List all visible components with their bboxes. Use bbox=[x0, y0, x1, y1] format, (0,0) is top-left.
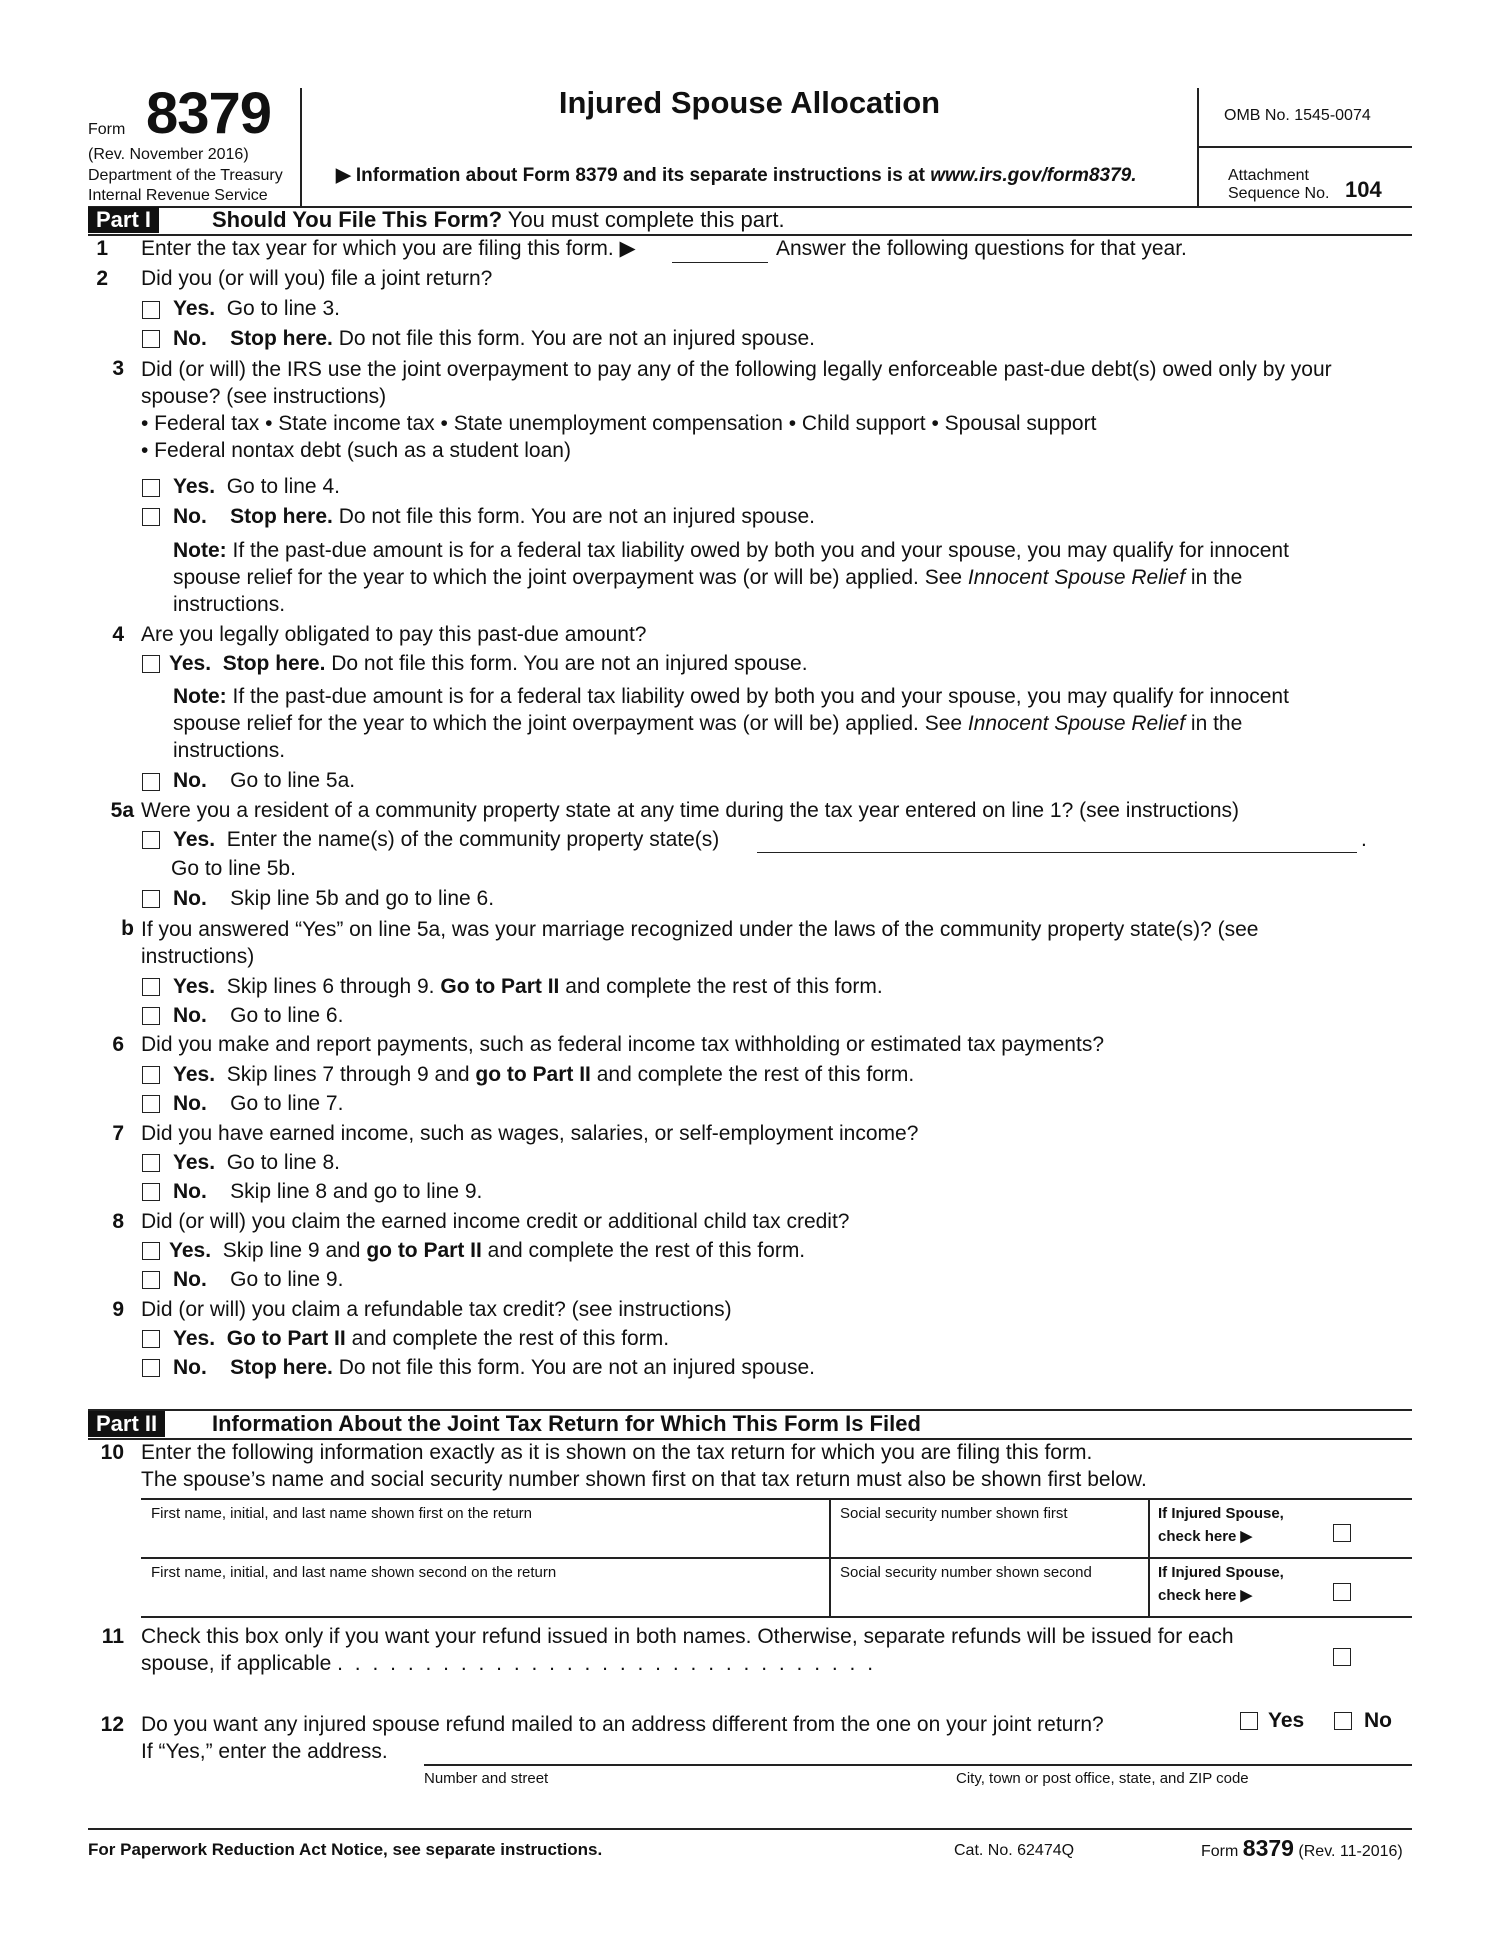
line-5a-text: Were you a resident of a community property state at any time during the tax year entered on line 1? (see instructions) bbox=[141, 799, 1240, 822]
line-3-bullets-1: • Federal tax • State income tax • State unemployment compensation • Child support • Spousal support bbox=[141, 412, 1097, 435]
line-3-yes bbox=[173, 474, 340, 500]
line-10-number: 10 bbox=[100, 1441, 124, 1464]
line-9-yes bbox=[173, 1326, 669, 1352]
line-8-yes-text: Skip line 9 and bbox=[222, 1239, 367, 1262]
line-6-text: Did you make and report payments, such as federal income tax withholding or estimated tax payments? bbox=[141, 1033, 1104, 1056]
stop-label: Stop here. bbox=[230, 327, 333, 350]
part-2-title: Information About the Joint Tax Return for Which This Form Is Filed bbox=[212, 1411, 921, 1436]
first-name-input[interactable] bbox=[145, 1526, 825, 1554]
yes-label: Yes. bbox=[173, 975, 216, 998]
line-8-no bbox=[173, 1267, 343, 1293]
line-4-no-checkbox[interactable] bbox=[142, 773, 160, 791]
agency: Internal Revenue Service bbox=[88, 187, 268, 204]
part-1-title-rest: You must complete this part. bbox=[502, 207, 785, 232]
not-injured-text: Do not file this form. You are not an injured spouse. bbox=[325, 652, 808, 675]
line-10-text-1: Enter the following information exactly as it is shown on the tax return for which you are filing this form. bbox=[141, 1441, 1093, 1464]
line-2-no bbox=[173, 326, 815, 352]
line-6-yes-checkbox[interactable] bbox=[142, 1066, 160, 1084]
table-col-divider-1 bbox=[829, 1498, 831, 1616]
sequence-number: 104 bbox=[1345, 177, 1382, 202]
city-label: City, town or post office, state, and ZIP code bbox=[956, 1770, 1249, 1787]
omb-divider bbox=[1199, 146, 1412, 148]
note-text-2c: in the bbox=[1185, 712, 1243, 735]
injured-first-checkbox[interactable] bbox=[1333, 1524, 1351, 1542]
stop-label: Stop here. bbox=[230, 1356, 333, 1379]
note-text-3: instructions. bbox=[173, 739, 286, 762]
line-3-yes-text: Go to line 4. bbox=[226, 475, 340, 498]
injured-second-label-2: check here ▶ bbox=[1158, 1587, 1253, 1604]
line-5a-go: Go to line 5b. bbox=[171, 857, 296, 880]
line-8-text: Did (or will) you claim the earned income credit or additional child tax credit? bbox=[141, 1210, 850, 1233]
leader-dots: . . . . . . . . . . . . . . . . . . . . . . . . . . . . . . . bbox=[337, 1652, 877, 1675]
part-1-label: Part I bbox=[88, 207, 159, 233]
line-5a-yes bbox=[173, 827, 719, 853]
no-label: No. bbox=[173, 769, 207, 792]
footer-form-number: 8379 bbox=[1242, 1835, 1294, 1861]
community-state-input[interactable] bbox=[757, 852, 1357, 853]
part-1-title bbox=[212, 207, 785, 233]
line-11-text-2a: spouse, if applicable bbox=[141, 1652, 332, 1675]
yes-label: Yes. bbox=[173, 828, 216, 851]
line-8-no-text: Go to line 9. bbox=[230, 1268, 344, 1291]
line-5b-yes-checkbox[interactable] bbox=[142, 978, 160, 996]
note-italic: Innocent Spouse Relief bbox=[967, 566, 1186, 589]
info-line bbox=[336, 164, 1137, 188]
line-7-no bbox=[173, 1179, 482, 1205]
line-6-yes-text: Skip lines 7 through 9 and bbox=[226, 1063, 476, 1086]
not-injured-text: Do not file this form. You are not an injured spouse. bbox=[332, 1356, 815, 1379]
line-7-number: 7 bbox=[112, 1122, 124, 1145]
line-8-yes-rest: and complete the rest of this form. bbox=[481, 1239, 806, 1262]
line-5b-no-text: Go to line 6. bbox=[230, 1004, 344, 1027]
line-9-yes-rest: and complete the rest of this form. bbox=[345, 1327, 670, 1350]
line-7-no-text: Skip line 8 and go to line 9. bbox=[230, 1180, 483, 1203]
attachment-label: Attachment bbox=[1228, 167, 1309, 184]
line-11-text-1: Check this box only if you want your refund issued in both names. Otherwise, separate refunds will be issued for each bbox=[141, 1625, 1234, 1648]
note-text-2: spouse relief for the year to which the joint overpayment was (or will be) applied. See bbox=[173, 712, 968, 735]
go-to-part-2: go to Part II bbox=[366, 1239, 482, 1262]
no-label: No. bbox=[173, 887, 207, 910]
yes-label: Yes. bbox=[173, 475, 216, 498]
injured-first-label-2: check here ▶ bbox=[1158, 1528, 1253, 1545]
line-5a-no-text: Skip line 5b and go to line 6. bbox=[230, 887, 495, 910]
form-word: Form bbox=[88, 121, 126, 138]
line-5b-yes bbox=[173, 974, 883, 1000]
line-5b-no-checkbox[interactable] bbox=[142, 1007, 160, 1025]
yes-label: Yes. bbox=[173, 1327, 216, 1350]
not-injured-text: Do not file this form. You are not an injured spouse. bbox=[332, 505, 815, 528]
line-5a-number: 5a bbox=[110, 799, 134, 822]
omb-number: OMB No. 1545-0074 bbox=[1224, 107, 1371, 124]
line-6-yes-rest: and complete the rest of this form. bbox=[590, 1063, 915, 1086]
form-title: Injured Spouse Allocation bbox=[558, 85, 941, 120]
note-text-2: spouse relief for the year to which the joint overpayment was (or will be) applied. See bbox=[173, 566, 968, 589]
go-to-part-2: Go to Part II bbox=[226, 1327, 346, 1350]
second-ssn-input[interactable] bbox=[835, 1585, 1143, 1613]
note-text-3: instructions. bbox=[173, 593, 286, 616]
line-4-text: Are you legally obligated to pay this past-due amount? bbox=[141, 623, 647, 646]
line-2-text: Did you (or will you) file a joint return? bbox=[141, 267, 493, 290]
note-label: Note: bbox=[173, 539, 227, 562]
line-7-no-checkbox[interactable] bbox=[142, 1183, 160, 1201]
line-9-no bbox=[173, 1355, 815, 1381]
not-injured-text: Do not file this form. You are not an injured spouse. bbox=[332, 327, 815, 350]
line-7-yes-checkbox[interactable] bbox=[142, 1154, 160, 1172]
stop-label: Stop here. bbox=[222, 652, 326, 675]
catalog-number: Cat. No. 62474Q bbox=[954, 1842, 1075, 1859]
table-top-rule bbox=[141, 1498, 1412, 1500]
line-5b-yes-rest: and complete the rest of this form. bbox=[559, 975, 883, 998]
no-label: No. bbox=[173, 1180, 207, 1203]
line-9-no-checkbox[interactable] bbox=[142, 1359, 160, 1377]
line-12-text-2: If “Yes,” enter the address. bbox=[141, 1740, 388, 1763]
yes-label: Yes. bbox=[173, 1151, 216, 1174]
line-4-no bbox=[173, 768, 355, 794]
line-12-yes-checkbox[interactable] bbox=[1240, 1712, 1258, 1730]
line-5a-yes-checkbox[interactable] bbox=[142, 831, 160, 849]
no-label: No. bbox=[173, 1092, 207, 1115]
no-label: No. bbox=[173, 327, 207, 350]
note-text-2c: in the bbox=[1185, 566, 1243, 589]
line-10-text-2: The spouse’s name and social security number shown first on that tax return must also be shown first below. bbox=[141, 1468, 1147, 1491]
line-1-after: Answer the following questions for that year. bbox=[776, 237, 1187, 260]
line-8-yes bbox=[169, 1238, 805, 1264]
line-3-yes-checkbox[interactable] bbox=[142, 479, 160, 497]
line-4-yes-checkbox[interactable] bbox=[142, 655, 160, 673]
line-5a-period: . bbox=[1361, 828, 1367, 851]
city-input[interactable] bbox=[950, 1736, 1410, 1764]
line-2-yes-checkbox[interactable] bbox=[142, 301, 160, 319]
address-rule bbox=[424, 1764, 1412, 1766]
line-6-no-text: Go to line 7. bbox=[230, 1092, 344, 1115]
line-9-text: Did (or will) you claim a refundable tax credit? (see instructions) bbox=[141, 1298, 732, 1321]
line-12-text-1: Do you want any injured spouse refund mailed to an address different from the one on your joint return? bbox=[141, 1713, 1104, 1736]
line-8-no-checkbox[interactable] bbox=[142, 1271, 160, 1289]
line-3-number: 3 bbox=[112, 357, 124, 380]
footer-rule bbox=[88, 1828, 1412, 1830]
yes-label: Yes. bbox=[173, 1063, 216, 1086]
part-1-title-bold: Should You File This Form? bbox=[212, 207, 503, 232]
first-ssn-input[interactable] bbox=[835, 1526, 1143, 1554]
line-6-no-checkbox[interactable] bbox=[142, 1095, 160, 1113]
info-text: ▶ Information about Form 8379 and its separate instructions is at bbox=[336, 165, 931, 186]
line-8-number: 8 bbox=[112, 1210, 124, 1233]
line-4-number: 4 bbox=[112, 623, 124, 646]
line-6-no bbox=[173, 1091, 343, 1117]
footer-form-word: Form bbox=[1201, 1843, 1239, 1860]
line-6-yes bbox=[173, 1062, 914, 1088]
line-3-no-checkbox[interactable] bbox=[142, 508, 160, 526]
line-5a-no bbox=[173, 886, 494, 912]
line-1-number: 1 bbox=[96, 237, 108, 260]
yes-label: Yes. bbox=[169, 652, 212, 675]
injured-first-label-1: If Injured Spouse, bbox=[1158, 1505, 1284, 1522]
street-label: Number and street bbox=[424, 1770, 549, 1787]
sequence-label: Sequence No. bbox=[1228, 185, 1330, 202]
line-7-yes-text: Go to line 8. bbox=[226, 1151, 340, 1174]
part-2-label: Part II bbox=[88, 1411, 165, 1437]
go-to-part-2: go to Part II bbox=[475, 1063, 591, 1086]
note-text-1: If the past-due amount is for a federal tax liability owed by both you and your spouse, you may qualify for innocent bbox=[226, 685, 1289, 708]
paperwork-notice: For Paperwork Reduction Act Notice, see separate instructions. bbox=[88, 1840, 603, 1859]
line-3-text-1: Did (or will) the IRS use the joint overpayment to pay any of the following legally enforceable past-due debt(s) owed only by your bbox=[141, 358, 1332, 381]
footer-rev: (Rev. 11-2016) bbox=[1298, 1843, 1403, 1860]
form-number: 8379 bbox=[146, 81, 272, 146]
line-12-no-checkbox[interactable] bbox=[1334, 1712, 1352, 1730]
no-label: No. bbox=[173, 1004, 207, 1027]
yes-label: Yes. bbox=[169, 1239, 212, 1262]
line-1-text: Enter the tax year for which you are filing this form. ▶ bbox=[141, 237, 636, 260]
line-4-note bbox=[173, 683, 1289, 764]
line-5a-yes-text: Enter the name(s) of the community property state(s) bbox=[226, 828, 720, 851]
line-9-number: 9 bbox=[112, 1298, 124, 1321]
line-4-yes bbox=[169, 651, 808, 677]
table-bottom-rule bbox=[141, 1616, 1412, 1618]
injured-second-checkbox[interactable] bbox=[1333, 1583, 1351, 1601]
go-to-part-2: Go to Part II bbox=[440, 975, 560, 998]
line-12-no-label: No bbox=[1364, 1709, 1392, 1732]
revision-date: (Rev. November 2016) bbox=[88, 146, 249, 163]
line-5a-no-checkbox[interactable] bbox=[142, 890, 160, 908]
footer-form-id bbox=[1201, 1836, 1403, 1864]
table-col-divider-2 bbox=[1148, 1498, 1150, 1616]
line-11-text-2 bbox=[141, 1651, 876, 1677]
note-label: Note: bbox=[173, 685, 227, 708]
line-5b-text-2: instructions) bbox=[141, 945, 255, 968]
no-label: No. bbox=[173, 505, 207, 528]
line-3-no bbox=[173, 504, 815, 530]
note-italic: Innocent Spouse Relief bbox=[967, 712, 1186, 735]
line-5b-text-1: If you answered “Yes” on line 5a, was your marriage recognized under the laws of the community property state(s)? (see bbox=[141, 918, 1259, 941]
line-2-yes-text: Go to line 3. bbox=[226, 297, 340, 320]
no-label: No. bbox=[173, 1356, 207, 1379]
line-2-number: 2 bbox=[96, 267, 108, 290]
first-name-label: First name, initial, and last name shown first on the return bbox=[151, 1505, 533, 1522]
line-3-bullets-2: • Federal nontax debt (such as a student loan) bbox=[141, 439, 571, 462]
both-names-checkbox[interactable] bbox=[1333, 1648, 1351, 1666]
line-9-yes-checkbox[interactable] bbox=[142, 1330, 160, 1348]
injured-second-label-1: If Injured Spouse, bbox=[1158, 1564, 1284, 1581]
first-ssn-label: Social security number shown first bbox=[840, 1505, 1068, 1522]
line-6-number: 6 bbox=[112, 1033, 124, 1056]
street-input[interactable] bbox=[424, 1736, 944, 1764]
line-3-note bbox=[173, 537, 1289, 618]
line-5b-no bbox=[173, 1003, 343, 1029]
line-7-text: Did you have earned income, such as wages, salaries, or self-employment income? bbox=[141, 1122, 919, 1145]
no-label: No. bbox=[173, 1268, 207, 1291]
line-5b-yes-text: Skip lines 6 through 9. bbox=[226, 975, 441, 998]
line-12-number: 12 bbox=[100, 1713, 124, 1736]
department: Department of the Treasury bbox=[88, 167, 283, 184]
second-name-label: First name, initial, and last name shown second on the return bbox=[151, 1564, 557, 1581]
line-2-yes bbox=[173, 296, 340, 322]
line-11-number: 11 bbox=[101, 1625, 124, 1648]
note-text-1: If the past-due amount is for a federal tax liability owed by both you and your spouse, you may qualify for innocent bbox=[226, 539, 1289, 562]
yes-label: Yes. bbox=[173, 297, 216, 320]
line-4-no-text: Go to line 5a. bbox=[230, 769, 356, 792]
stop-label: Stop here. bbox=[230, 505, 333, 528]
second-name-input[interactable] bbox=[145, 1585, 825, 1613]
line-2-no-checkbox[interactable] bbox=[142, 330, 160, 348]
line-12-yes-label: Yes bbox=[1268, 1709, 1305, 1732]
info-url[interactable]: www.irs.gov/form8379. bbox=[930, 165, 1137, 186]
tax-year-input[interactable] bbox=[672, 262, 768, 263]
line-8-yes-checkbox[interactable] bbox=[142, 1242, 160, 1260]
table-mid-rule bbox=[141, 1557, 1412, 1559]
second-ssn-label: Social security number shown second bbox=[840, 1564, 1092, 1581]
line-7-yes bbox=[173, 1150, 340, 1176]
line-3-text-2: spouse? (see instructions) bbox=[141, 385, 387, 408]
line-5b-number: b bbox=[121, 917, 134, 940]
